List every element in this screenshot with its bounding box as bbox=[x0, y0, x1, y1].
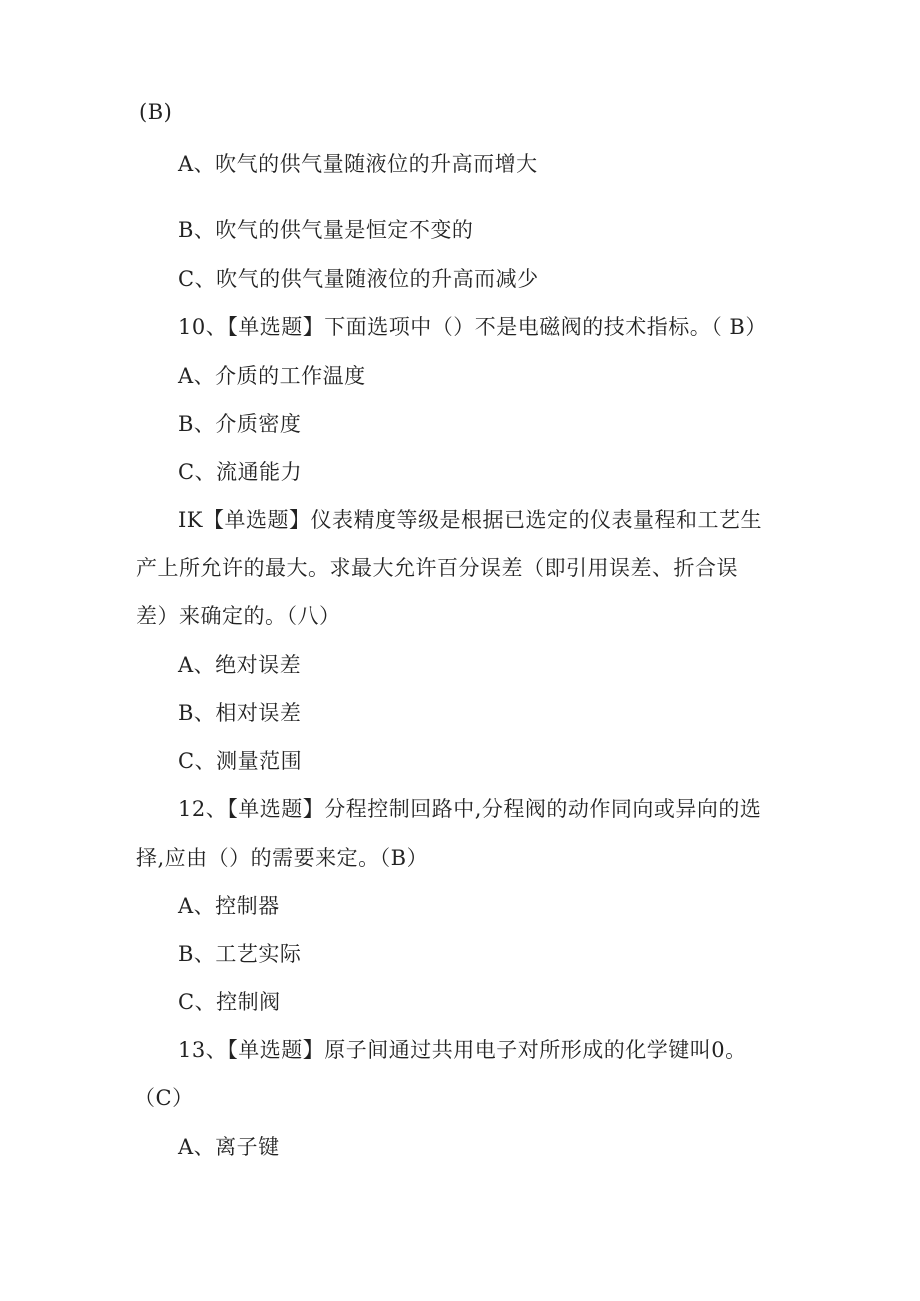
option-b: B、工艺实际 bbox=[178, 942, 302, 966]
option-a: A、离子键 bbox=[178, 1135, 280, 1159]
question-10: 10、【单选题】下面选项中（）不是电磁阀的技术指标。（ B） bbox=[178, 315, 767, 339]
question-12-cont: 择,应由（）的需要来定。（B） bbox=[136, 846, 429, 870]
question-13: 13、【单选题】原子间通过共用电子对所形成的化学键叫0。 bbox=[178, 1038, 747, 1062]
option-a: A、吹气的供气量随液位的升高而增大 bbox=[178, 152, 538, 176]
question-11-cont: 产上所允许的最大。求最大允许百分误差（即引用误差、折合误 bbox=[136, 556, 738, 580]
option-c: C、控制阀 bbox=[178, 990, 281, 1014]
option-b: B、吹气的供气量是恒定不变的 bbox=[178, 218, 474, 242]
option-c: C、吹气的供气量随液位的升高而减少 bbox=[178, 267, 539, 291]
option-c: C、流通能力 bbox=[178, 460, 303, 484]
question-11-cont: 差）来确定的。（八） bbox=[136, 604, 341, 628]
option-a: A、控制器 bbox=[178, 894, 280, 918]
option-b: B、相对误差 bbox=[178, 701, 302, 725]
answer-line: （C） bbox=[134, 1086, 194, 1110]
answer-line: (B) bbox=[139, 100, 173, 124]
option-c: C、测量范围 bbox=[178, 749, 303, 773]
question-12: 12、【单选题】分程控制回路中,分程阀的动作同向或异向的选 bbox=[178, 797, 762, 821]
question-11: IK【单选题】仪表精度等级是根据已选定的仪表量程和工艺生 bbox=[178, 508, 762, 532]
option-a: A、介质的工作温度 bbox=[178, 364, 366, 388]
option-b: B、介质密度 bbox=[178, 412, 302, 436]
option-a: A、绝对误差 bbox=[178, 653, 302, 677]
